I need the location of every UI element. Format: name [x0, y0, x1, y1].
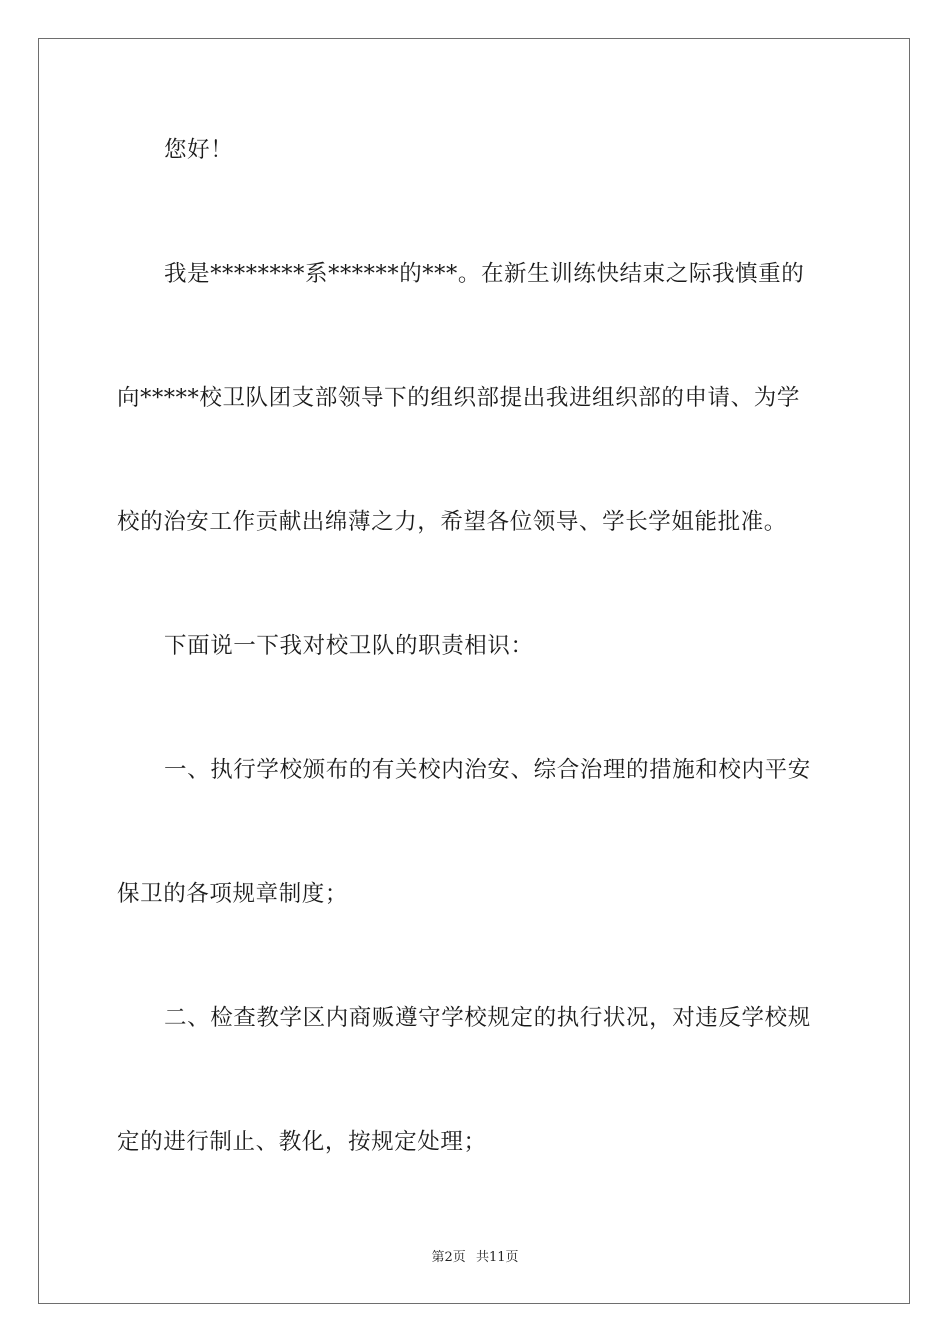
body-line-2: 向*****校卫队团支部领导下的组织部提出我进组织部的申请、为学 — [117, 385, 800, 411]
current-page-label: 第2页 — [431, 1250, 466, 1265]
body-line-5: 一、执行学校颁布的有关校内治安、综合治理的措施和校内平安 — [164, 757, 811, 783]
page-frame — [38, 38, 910, 1304]
body-line-8: 定的进行制止、教化，按规定处理； — [117, 1129, 487, 1155]
body-line-3: 校的治安工作贡献出绵薄之力，希望各位领导、学长学姐能批准。 — [117, 509, 787, 535]
page-footer — [0, 1246, 950, 1265]
greeting-line: 您好！ — [164, 137, 234, 163]
body-line-4: 下面说一下我对校卫队的职责相识： — [164, 633, 534, 659]
body-line-6: 保卫的各项规章制度； — [117, 881, 349, 907]
body-line-1: 我是********系******的***。在新生训练快结束之际我慎重的 — [164, 261, 805, 287]
total-pages-label: 共11页 — [475, 1250, 519, 1265]
body-line-7: 二、检查教学区内商贩遵守学校规定的执行状况，对违反学校规 — [164, 1005, 811, 1031]
